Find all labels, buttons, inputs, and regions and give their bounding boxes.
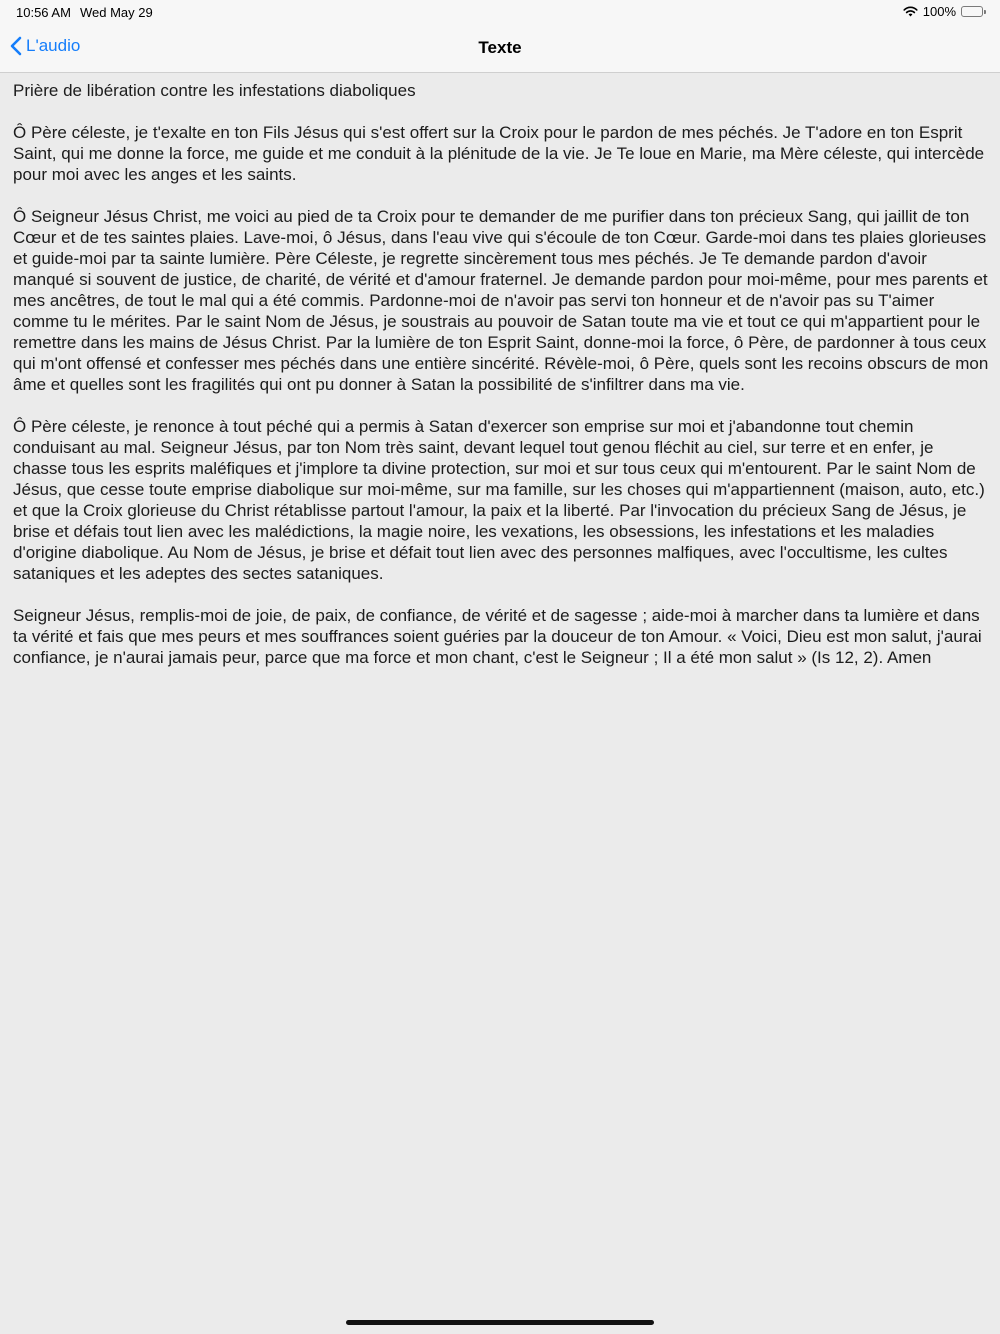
wifi-icon [903,6,918,17]
status-date: Wed May 29 [80,5,153,20]
prayer-paragraph: Ô Père céleste, je t'exalte en ton Fils Jésus qui s'est offert sur la Croix pour le pardon de mes péchés. Je T'adore en ton Esprit Saint, qui me donne la force, me guide et me conduit à la plénitude de la vie. Je Te loue en Marie, ma Mère céleste, qui intercède pour moi avec les anges et les saints. [13,123,985,184]
home-indicator[interactable] [346,1320,654,1325]
prayer-text [13,80,989,689]
prayer-paragraph: Ô Père céleste, je renonce à tout péché qui a permis à Satan d'exercer son emprise sur moi et j'abandonne tout chemin conduisant au mal. Seigneur Jésus, par ton Nom très saint, devant lequel tout genou fléchit au ciel, sur terre et en enfer, je chasse tous les esprits maléfiques et j'implore ta divine protection, sur moi et sur tous ceux qui m'entourent. Par le saint Nom de Jésus, que cesse toute emprise diabolique sur moi-même, sur ma famille, sur les choses qui m'appartiennent (maison, auto, etc.) et que la Croix glorieuse du Christ rétablisse partout l'amour, la paix et la liberté. Par l'invocation du précieux Sang de Jésus, je brise et défais tout lien avec les malédictions, la magie noire, les vexations, les obsessions, les infestations et les maladies d'origine diabolique. Au Nom de Jésus, je brise et défait tout lien avec des personnes malfiques, avec l'occultisme, les cultes sataniques et les adeptes des sectes sataniques. [13,417,985,583]
navigation-bar [0,24,1000,73]
prayer-paragraph: Ô Seigneur Jésus Christ, me voici au pied de ta Croix pour te demander de me purifier dans ton précieux Sang, qui jaillit de ton Cœur et de tes saintes plaies. Lave-moi, ô Jésus, dans l'eau vive qui s'écoule de ton Cœur. Garde-moi dans tes plaies glorieuses et guide-moi par ta sainte lumière. Père Céleste, je regrette sincèrement tous mes péchés. Je Te demande pardon d'avoir manqué si souvent de justice, de charité, de vérité et d'amour fraternel. Je demande pardon pour moi-même, pour mes parents et mes ancêtres, de tout le mal qui a été commis. Pardonne-moi de n'avoir pas servi ton honneur et de n'avoir pas su T'aimer comme tu le mérites. Par le saint Nom de Jésus, je soustrais au pouvoir de Satan toute ma vie et tout ce qui m'appartient pour le remettre dans les mains de Jésus Christ. Par la lumière de ton Esprit Saint, donne-moi la force, ô Père, de pardonner à tous ceux qui m'ont offensé et confesser mes péchés dans une entière sincérité. Révèle-moi, ô Père, quels sont les recoins obscurs de mon âme et quelles sont les fragilités qui ont pu donner à Satan la possibilité de s'infiltrer dans ma vie. [13,207,989,394]
page-title: Texte [478,38,522,57]
battery-icon [961,6,986,17]
status-indicators [903,4,986,19]
status-time: 10:56 AM [16,5,71,20]
back-label: L'audio [26,36,81,55]
prayer-heading: Prière de libération contre les infestations diaboliques [13,81,416,100]
prayer-paragraph: Seigneur Jésus, remplis-moi de joie, de paix, de confiance, de vérité et de sagesse ; aide-moi à marcher dans ta lumière et dans ta vérité et fais que mes peurs et mes souffrances soient guéries par la douceur de ton Amour. « Voici, Dieu est mon salut, j'aurai confiance, je n'aurai jamais peur, parce que ma force et mon chant, c'est le Seigneur ; Il a été mon salut » (Is 12, 2). Amen [13,606,982,667]
battery-percent: 100% [922,4,956,19]
status-bar [0,0,1000,24]
